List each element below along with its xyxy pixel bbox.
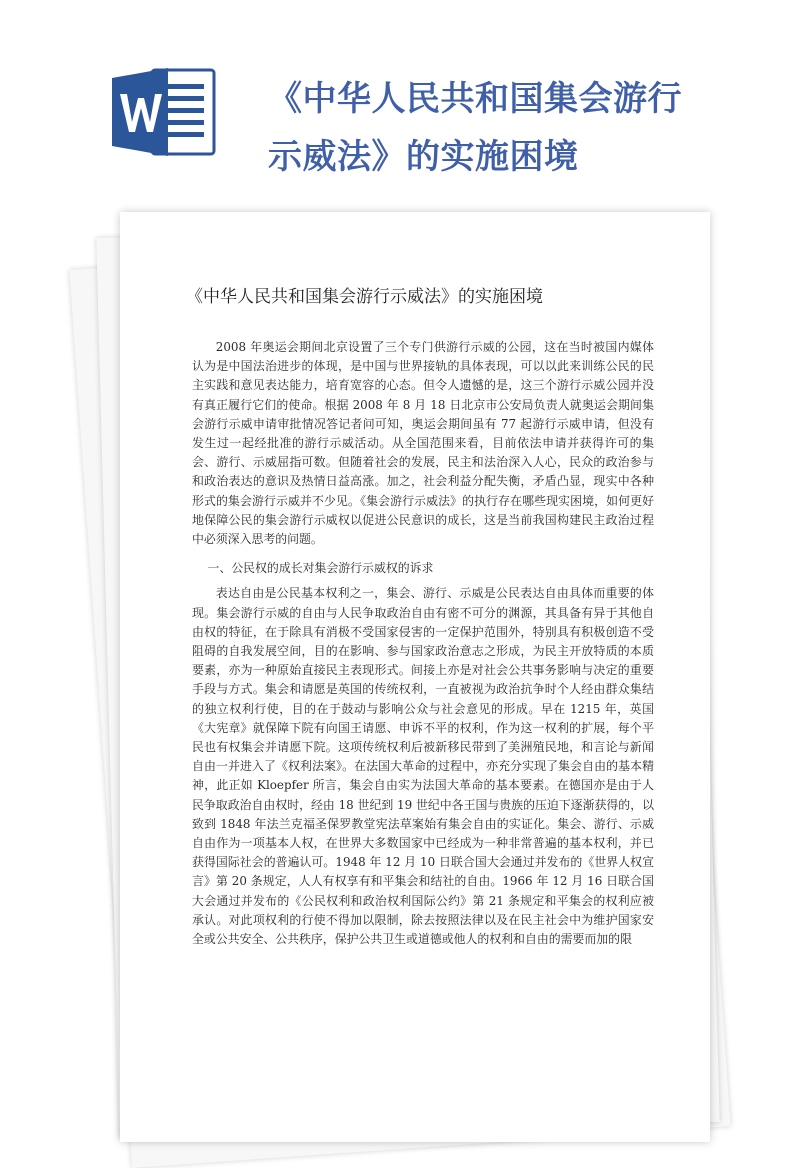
document-page xyxy=(120,212,710,1142)
word-document-icon xyxy=(112,68,216,156)
paragraph-section-one: 表达自由是公民基本权利之一，集会、游行、示威是公民表达自由具体而重要的体现。集会游行示威的自由与人民争取政治自由有密不可分的渊源，其具备有异于其他自由权的特征，在于除具有消极不受国家侵害的一定保护范围外，特别具有积极创造不受阻碍的自我发展空间，目的在影响、参与国家政治意志之形成，为民主开放特质的本质要素，亦为一种原始直接民主表现形式。间接上亦是对社会公共事务影响与决定的重要手段与方式。集会和请愿是英国的传统权利，一直被视为政治抗争时个人经由群众集结的独立权利行使，目的在于鼓动与影响公众与社会意见的形成。早在 1215 年，英国《大宪章》就保障下院有向国王请愿、申诉不平的权利，作为这一权利的扩展，每个平民也有权集会并请愿下院。这项传统权利后被新移民带到了美洲殖民地，和言论与新闻自由一并进入了《权利法案》。在法国大革命的过程中，亦充分实现了集会自由的基本精神，此正如 Kloepfer 所言，集会自由实为法国大革命的基本要素。在德国亦是由于人民争取政治自由权时，经由 18 世纪到 19 世纪中各王国与贵族的压迫下逐渐获得的，以致到 1848 年法兰克福圣保罗教堂宪法草案始有集会自由的实证化。集会、游行、示威自由作为一项基本人权，在世界大多数国家中已经成为一种非常普遍的基本权利，并已获得国际社会的普遍认可。1948 年 12 月 10 日联合国大会通过并发布的《世界人权宣言》第 20 条规定，人人有权享有和平集会和结社的自由。1966 年 12 月 16 日联合国大会通过并发布的《公民权利和政治权利国际公约》第 21 条规定和平集会的权利应被承认。对此项权利的行使不得加以限制，除去按照法律以及在民主社会中为维护国家安全或公共安全、公共秩序，保护公共卫生或道德或他人的权利和自由的需要而加的限 xyxy=(192,586,654,947)
page-body xyxy=(192,338,654,949)
page-header xyxy=(0,0,800,200)
section-heading: 一、公民权的成长对集会游行示威权的诉求 xyxy=(207,561,434,576)
document-preview xyxy=(0,200,800,1130)
paragraph-intro: 2008 年奥运会期间北京设置了三个专门供游行示威的公园，这在当时被国内媒体认为是中国法治进步的体现，是中国与世界接轨的具体表现，可以以此来训练公民的民主实践和意见表达能力，培育宽容的心态。但令人遗憾的是，这三个游行示威公园并没有真正履行它们的使命。根据 2008 年 8 月 18 日北京市公安局负责人就奥运会期间集会游行示威申请审批情况答记者问可知，奥运会期间虽有 77 起游行示威申请，但没有发生过一起经批准的游行示威活动。从全国范围来看，目前依法申请并获得许可的集会、游行、示威屈指可数。但随着社会的发展，民主和法治深入人心，民众的政治参与和政治表达的意识及热情日益高涨。加之，社会利益分配失衡，矛盾凸显，现实中各种形式的集会游行示威并不少见。《集会游行示威法》的执行存在哪些现实困境，如何更好地保障公民的集会游行示威权以促进公民意识的成长，这是当前我国构建民主政治过程中必须深入思考的问题。 xyxy=(192,340,654,547)
page-heading: 《中华人民共和国集会游行示威法》的实施困境 xyxy=(186,287,543,307)
document-title: 《中华人民共和国集会游行示威法》的实施困境 xyxy=(268,79,682,177)
